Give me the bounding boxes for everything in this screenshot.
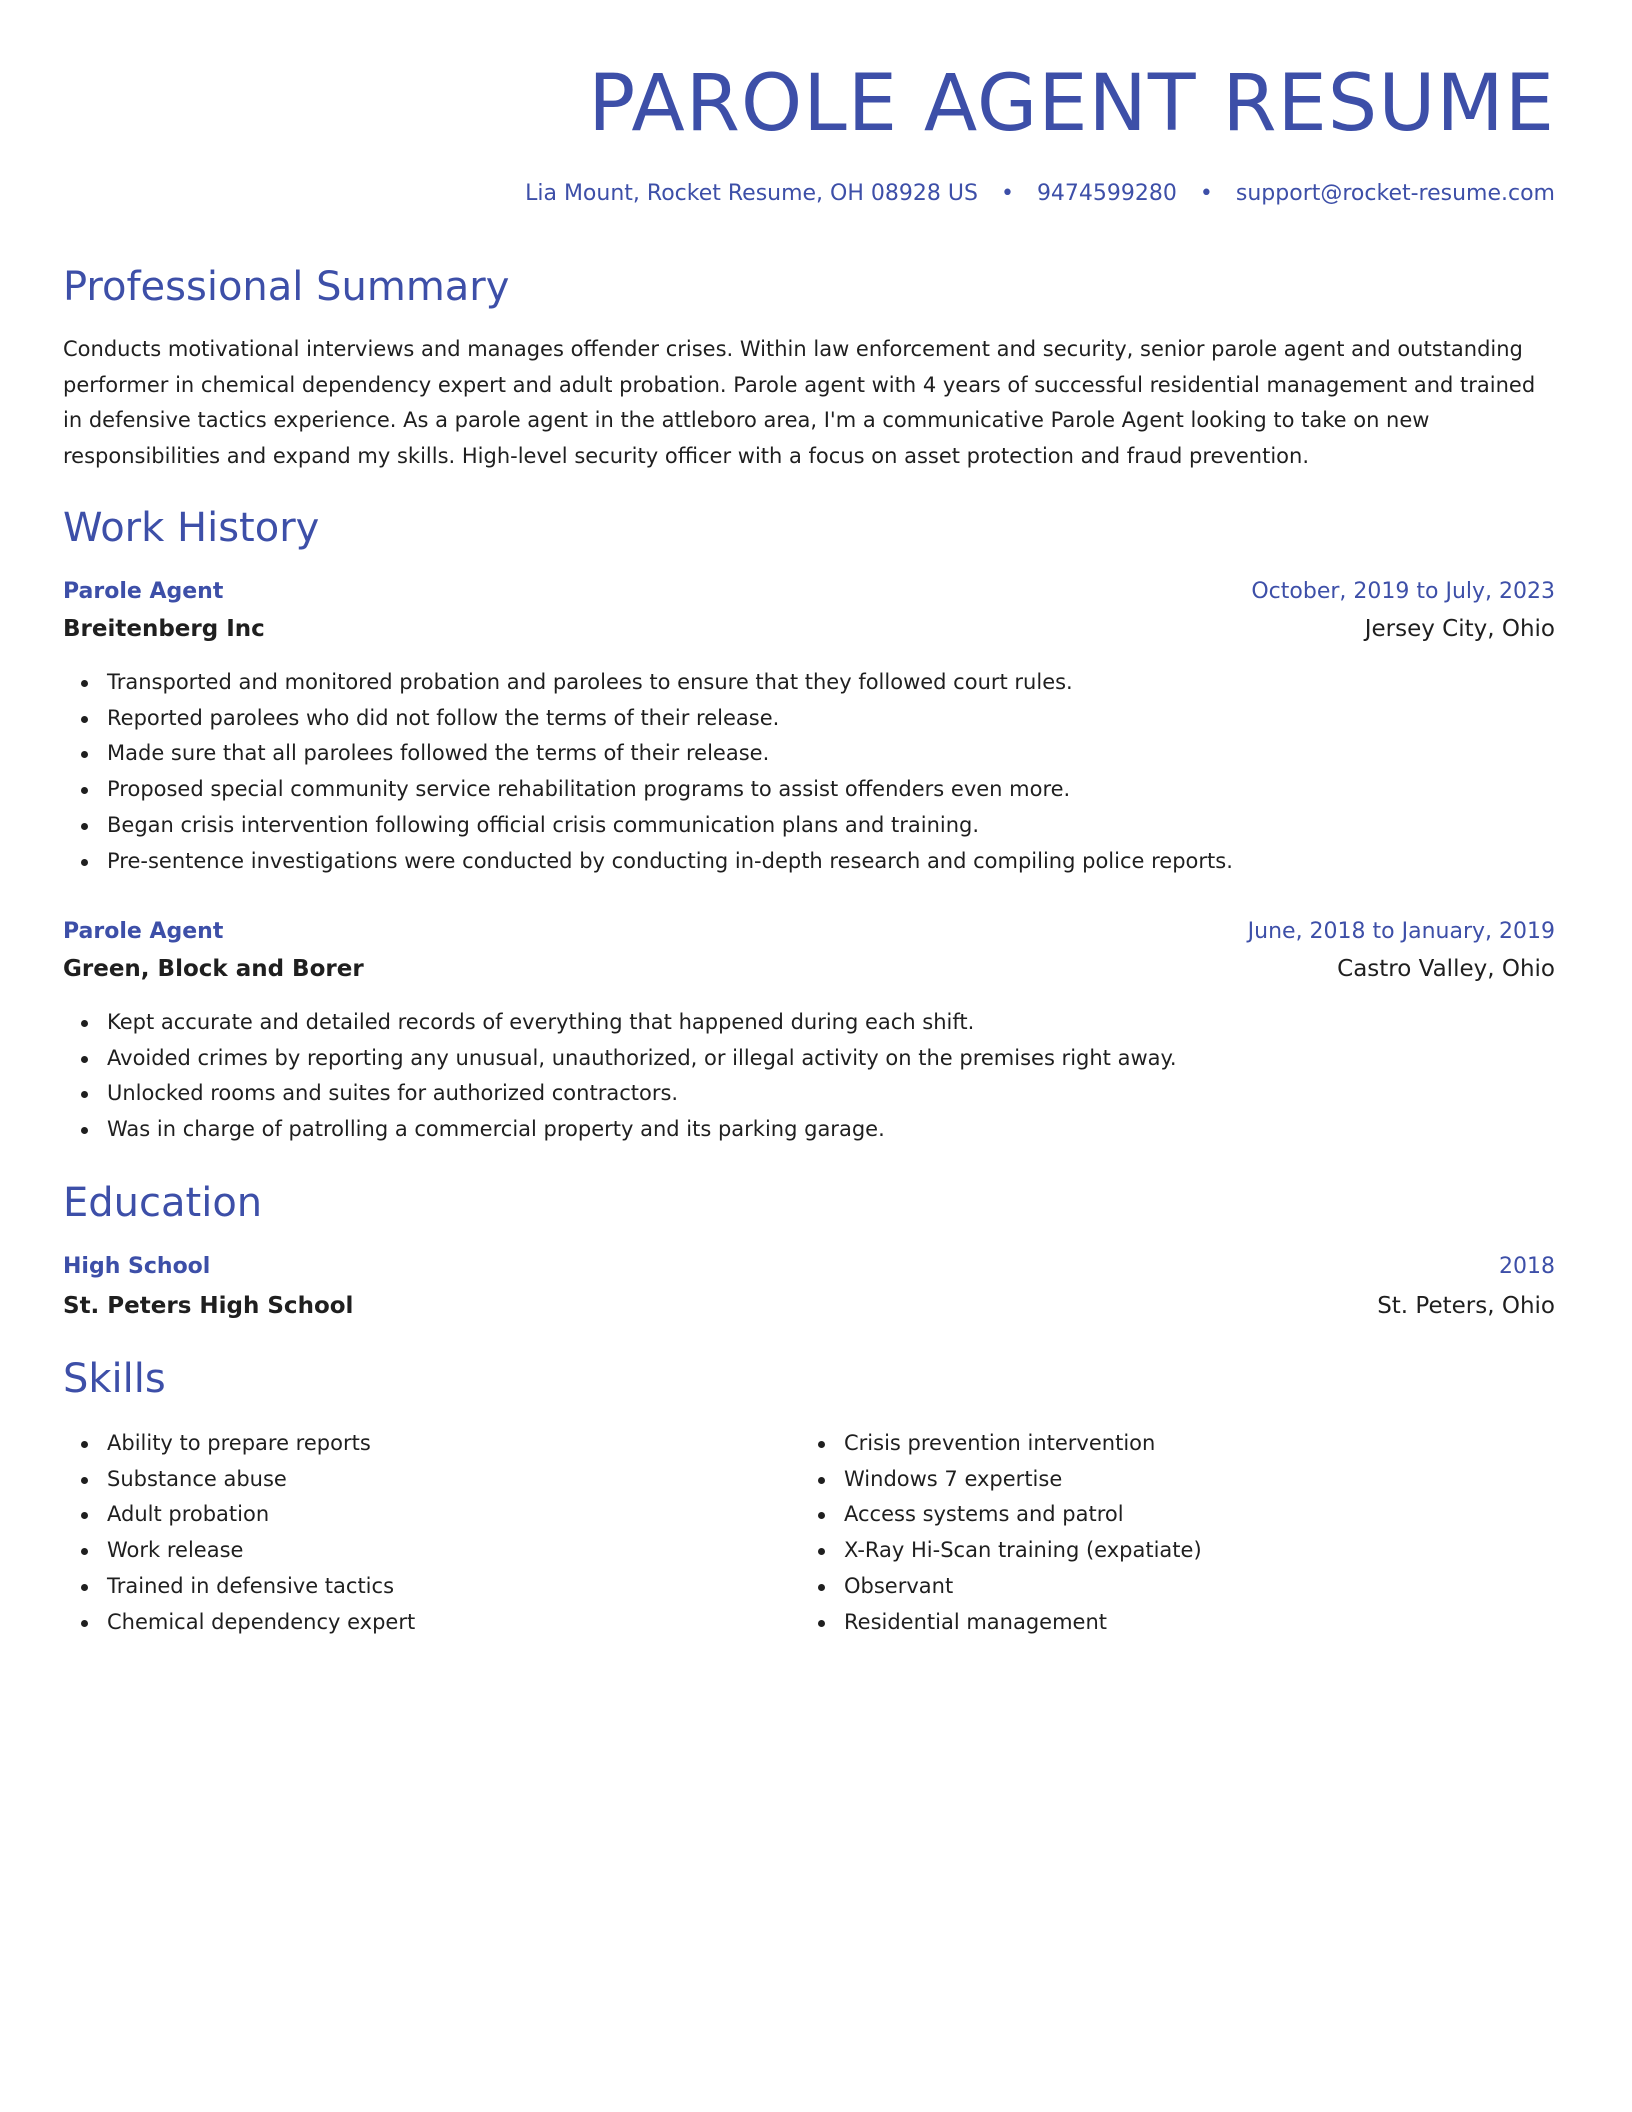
list-item: Was in charge of patrolling a commercial property and its parking garage. [63,1112,1177,1148]
skills-list-left [63,1426,415,1640]
skills-list-right [800,1426,1202,1640]
education-degree-row [63,1251,1555,1283]
contact-phone: 9474599280 [1036,181,1177,206]
list-item: Kept accurate and detailed records of everything that happened during each shift. [63,1005,1177,1041]
list-item: Residential management [800,1605,1202,1641]
job-1-duties [63,665,1233,879]
list-item: Substance abuse [63,1462,415,1498]
list-item: Work release [63,1533,415,1569]
job-1-dates: October, 2019 to July, 2023 [1251,579,1555,604]
contact-email: support@rocket-resume.com [1235,181,1555,206]
list-item: Began crisis intervention following official crisis communication plans and training. [63,808,1233,844]
job-2-title: Parole Agent [63,919,224,944]
list-item: Windows 7 expertise [800,1462,1202,1498]
job-2-duties [63,1005,1177,1148]
list-item: Transported and monitored probation and parolees to ensure that they followed court rules. [63,665,1233,701]
education-school: St. Peters High School [63,1293,354,1319]
list-item: Reported parolees who did not follow the terms of their release. [63,701,1233,737]
list-item: Proposed special community service rehabilitation programs to assist offenders even more. [63,772,1233,808]
list-item: Made sure that all parolees followed the terms of their release. [63,736,1233,772]
list-item: Trained in defensive tactics [63,1569,415,1605]
job-2-location: Castro Valley, Ohio [1337,956,1555,982]
job-2-dates: June, 2018 to January, 2019 [1247,919,1555,944]
job-1-company-row [63,613,1555,645]
job-1-company: Breitenberg Inc [63,616,265,642]
contact-line [525,178,1555,210]
list-item: Access systems and patrol [800,1497,1202,1533]
list-item: Avoided crimes by reporting any unusual, unauthorized, or illegal activity on the premises right away. [63,1041,1177,1077]
list-item: Unlocked rooms and suites for authorized contractors. [63,1076,1177,1112]
education-school-row [63,1290,1555,1322]
education-degree: High School [63,1254,211,1279]
list-item: Adult probation [63,1497,415,1533]
contact-address: Lia Mount, Rocket Resume, OH 08928 US [525,181,978,206]
list-item: Chemical dependency expert [63,1605,415,1641]
job-2-title-row [63,916,1555,948]
skills-heading: Skills [63,1356,166,1402]
education-location: St. Peters, Ohio [1377,1293,1555,1319]
work-history-heading: Work History [63,505,320,551]
job-2-company-row [63,953,1555,985]
list-item: Crisis prevention intervention [800,1426,1202,1462]
list-item: Observant [800,1569,1202,1605]
resume-title: PAROLE AGENT RESUME [588,59,1555,149]
summary-heading: Professional Summary [63,264,510,310]
list-item: X-Ray Hi-Scan training (expatiate) [800,1533,1202,1569]
separator-dot-2: • [1199,181,1213,206]
list-item: Ability to prepare reports [63,1426,415,1462]
job-2-company: Green, Block and Borer [63,956,364,982]
education-year: 2018 [1499,1254,1555,1279]
education-heading: Education [63,1180,263,1226]
summary-text: Conducts motivational interviews and manages offender crises. Within law enforcement and security, senior parole agent and outstanding performer in chemical dependency expert and adult probation. Parole agent with 4 years of successful residential management and trained in defensive tactics experience. As a parole agent in the attleboro area, I'm a communicative Parole Agent looking to take on new responsibilities and expand my skills. High-level security officer with a focus on asset protection and fraud prevention. [63,337,1536,469]
job-1-title: Parole Agent [63,579,224,604]
job-1-title-row [63,576,1555,608]
list-item: Pre-sentence investigations were conducted by conducting in-depth research and compiling police reports. [63,844,1233,880]
separator-dot-1: • [1000,181,1014,206]
job-1-location: Jersey City, Ohio [1364,616,1555,642]
